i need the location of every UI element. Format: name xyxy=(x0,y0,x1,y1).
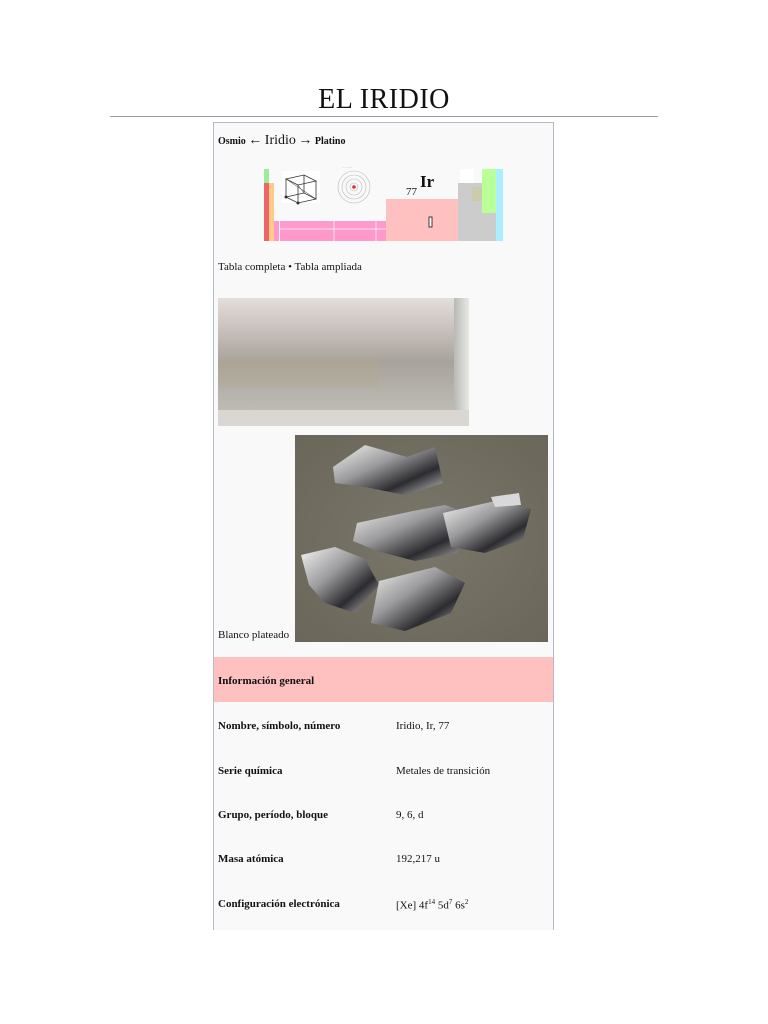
title-divider xyxy=(110,116,658,117)
property-value: Metales de transición xyxy=(396,765,491,777)
section-header-general-info xyxy=(214,657,553,702)
page-title: EL IRIDIO xyxy=(318,84,450,115)
iridium-crystals-photo xyxy=(295,435,548,642)
electron-shell-icon xyxy=(338,165,370,203)
atomic-number: 77 xyxy=(406,186,417,198)
right-arrow-icon: → xyxy=(298,133,313,148)
property-value: 192,217 u xyxy=(396,853,440,865)
property-label: Serie química xyxy=(218,765,283,777)
color-label: Blanco plateado xyxy=(218,629,290,641)
crystal-structure-icon xyxy=(282,171,320,205)
property-value: 9, 6, d xyxy=(396,809,424,821)
iridium-rod-photo xyxy=(218,298,469,426)
element-infobox xyxy=(213,122,554,930)
element-navigation xyxy=(218,133,345,149)
property-value: Iridio, Ir, 77 xyxy=(396,720,450,732)
property-row xyxy=(214,898,553,918)
property-label: Grupo, período, bloque xyxy=(218,809,329,821)
prev-element-link[interactable]: Osmio xyxy=(218,136,246,147)
property-label: Configuración electrónica xyxy=(218,898,340,910)
electron-configuration-value: [Xe] $4f^{14}$ $5d^7$ $6s^2$ xyxy=(396,898,469,912)
property-label: Masa atómica xyxy=(218,853,284,865)
property-row xyxy=(214,809,553,829)
periodic-table-links[interactable]: Tabla completa • Tabla ampliada xyxy=(218,261,362,273)
current-element-name: Iridio xyxy=(264,133,296,148)
next-element-link[interactable]: Platino xyxy=(314,136,346,147)
periodic-table-strip xyxy=(264,165,506,241)
left-arrow-icon: ← xyxy=(248,133,263,148)
property-label: Nombre, símbolo, número xyxy=(218,720,341,732)
property-row xyxy=(214,720,553,740)
property-row xyxy=(214,765,553,785)
property-row xyxy=(214,853,553,873)
element-symbol: Ir xyxy=(420,172,435,191)
section-header-label: Información general xyxy=(218,675,315,687)
svg-text:.... ......: .... ...... xyxy=(342,165,353,169)
